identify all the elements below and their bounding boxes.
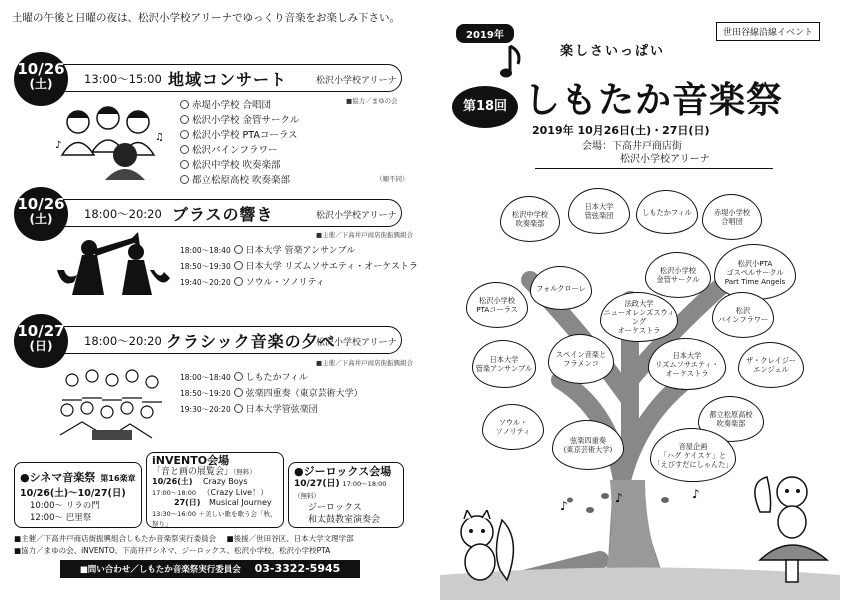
- leaf-9: 法政大学 ニューオレンズスウィング オーケストラ: [600, 292, 678, 342]
- credit-cooperation: ■協力／まゆの会、iNVENTO、下高井戸シネマ、ジーロックス、松沢小学校、松沢小学校PTA: [14, 546, 331, 555]
- performer-item: [180, 158, 299, 173]
- performer-name: 松沢小学校 金管サークル: [192, 115, 300, 126]
- schedule-time: 18:00〜18:40: [180, 246, 231, 255]
- leaf-14: ザ・クレイジー エンジェル: [738, 342, 804, 388]
- schedule-time: 18:50〜19:30: [180, 262, 231, 271]
- jirokkusu-line-1: ジーロックス: [308, 503, 362, 513]
- bullet-icon: [234, 404, 243, 413]
- event-1-dow: (土): [29, 77, 53, 92]
- year-badge: 2019年: [456, 24, 514, 43]
- performer-name: 松沢小学校 PTAコーラス: [192, 130, 298, 141]
- leaf-18: 音屋企画 「ハグ ケイスケ」と 「えびすだにしゃんた」: [650, 428, 736, 482]
- schedule-time: 19:40〜20:20: [180, 278, 231, 287]
- jirokkusu-free: （無料）: [294, 492, 320, 500]
- cinema-box: [14, 462, 142, 528]
- leaf-6: 松沢小PTA ゴスペルサークル Part Time Angels: [714, 244, 796, 300]
- schedule-name: 日本大学 管楽アンサンブル: [245, 246, 356, 256]
- event-1-time: 13:00〜15:00: [84, 72, 162, 86]
- contact-label: ■問い合わせ／しもたか音楽祭実行委員会: [79, 565, 241, 575]
- festival-dates: 2019年 10月26日(土)・27日(日): [532, 124, 710, 137]
- contact-bar: [60, 560, 360, 578]
- schedule-time: 18:50〜19:20: [180, 389, 231, 398]
- leaf-3: しもたかフィル: [636, 190, 698, 234]
- event-1-order-note: （順不同）: [376, 175, 409, 183]
- leaf-8: フォルクローレ: [530, 266, 592, 310]
- jirokkusu-date: 10/27(日): [294, 479, 340, 489]
- squirrel-left-icon: [452, 510, 522, 585]
- leaf-10: 松沢 バインフラワー: [712, 292, 774, 338]
- performer-item: [180, 98, 299, 113]
- schedule-time: 19:30〜20:20: [180, 405, 231, 414]
- event-2-date: 10/26: [17, 195, 65, 213]
- svg-text:♪: ♪: [692, 487, 700, 501]
- performer-name: 都立松原高校 吹奏楽部: [192, 175, 291, 186]
- jirokkusu-time: 17:00〜18:00: [342, 480, 387, 488]
- cinema-line-2: 12:00〜 巴里祭: [30, 513, 92, 523]
- event-2-note: ■主催／下高井戸商店街振興組合: [316, 231, 414, 239]
- invento-d1-date: 10/26(土): [152, 477, 193, 486]
- event-2-dow: (土): [29, 212, 53, 227]
- bullet-icon: [234, 261, 243, 270]
- invento-d2-sub: ＋美しい歌を歌う会「秋、祭り」: [152, 509, 277, 528]
- svg-text:♪: ♪: [55, 140, 62, 151]
- jirokkusu-box: [288, 462, 404, 528]
- schedule-row: [180, 402, 363, 418]
- divider: [535, 168, 773, 169]
- leaf-11: 日本大学 管楽アンサンブル: [472, 340, 536, 388]
- performer-item: [180, 173, 299, 188]
- performer-name: 松沢バインフラワー: [192, 145, 278, 156]
- contact-phone[interactable]: 03-3322-5945: [254, 562, 341, 575]
- invento-title: iNVENTO会場: [152, 454, 230, 467]
- leaf-16: ソウル・ ソノリティ: [482, 404, 544, 450]
- event-2-title: ブラスの響き: [172, 205, 274, 224]
- leaf-17: 弦楽四重奏 (東京芸術大学): [552, 420, 624, 470]
- performer-name: 赤堤小学校 合唱団: [192, 100, 272, 111]
- schedule-name: 弦楽四重奏（東京芸術大学）: [245, 389, 363, 399]
- invento-d2-time: 13:30〜16:00: [152, 509, 196, 518]
- invento-d1-time: 17:00〜18:00: [152, 488, 196, 497]
- orchestra-illustration: [52, 360, 172, 445]
- leaf-5: 松沢小学校 金管サークル: [645, 252, 711, 298]
- leaf-13: 日本大学 リズムソサエティ・ オーケストラ: [648, 338, 726, 390]
- event-1-date-badge: [14, 52, 68, 106]
- credits: [14, 533, 406, 557]
- leaf-15: 都立松原高校 吹奏楽部: [698, 396, 764, 442]
- catchphrase: 楽しさいっぱい: [560, 44, 666, 59]
- invento-d1-name: Crazy Boys: [203, 477, 248, 486]
- invento-subtitle: 「音と画の展覧会」: [152, 466, 234, 477]
- bullet-icon: [180, 100, 189, 109]
- edition-badge: 第18回: [452, 86, 518, 128]
- event-2-time: 18:00〜20:20: [84, 207, 162, 221]
- event-3-dow: (日): [29, 339, 53, 354]
- event-1-note: ■協力／まゆの会: [346, 97, 398, 105]
- event-1-title: 地域コンサート: [168, 70, 288, 89]
- event-1-performers: [180, 98, 299, 188]
- schedule-name: しもたかフィル: [245, 373, 308, 383]
- event-3-schedule: [180, 370, 363, 418]
- schedule-time: 18:00〜18:40: [180, 373, 231, 382]
- cinema-line-1: 10:00〜 リラの門: [30, 501, 100, 511]
- performer-item: [180, 143, 299, 158]
- festival-venue: [582, 140, 710, 166]
- schedule-name: 日本大学 リズムソサエティ・オーケストラ: [245, 262, 418, 272]
- jirokkusu-title: ●ジーロックス会場: [294, 465, 392, 478]
- event-3-title: クラシック音楽の夕べ: [166, 332, 336, 351]
- event-tag: 世田谷線沿線イベント: [716, 22, 820, 41]
- schedule-row: [180, 370, 363, 386]
- cinema-sub: 第16楽章: [100, 474, 136, 483]
- bullet-icon: [180, 160, 189, 169]
- event-2-schedule: [180, 243, 418, 291]
- brass-illustration: [52, 230, 172, 298]
- leaf-12: スペイン音楽と フラメンコ: [548, 334, 614, 384]
- event-2-venue: 松沢小学校アリーナ: [316, 211, 397, 221]
- bullet-icon: [180, 145, 189, 154]
- festival-title: しもたか音楽祭: [524, 80, 784, 121]
- svg-text:♫: ♫: [155, 132, 164, 143]
- performer-name: 松沢中学校 吹奏楽部: [192, 160, 281, 171]
- bullet-icon: [234, 245, 243, 254]
- svg-text:♪: ♪: [560, 499, 568, 513]
- invento-box: [146, 452, 284, 528]
- event-1-date: 10/26: [17, 60, 65, 78]
- bullet-icon: [180, 130, 189, 139]
- performer-item: [180, 128, 299, 143]
- event-3-venue: 松沢小学校アリーナ: [316, 338, 397, 348]
- performer-item: [180, 113, 299, 128]
- event-1-venue: 松沢小学校アリーナ: [316, 76, 397, 86]
- schedule-name: 日本大学管弦楽団: [245, 405, 318, 415]
- bullet-icon: [180, 175, 189, 184]
- leaf-4: 赤堤小学校 合唱団: [702, 194, 762, 240]
- venue-line-2: 松沢小学校アリーナ: [620, 154, 710, 165]
- schedule-row: [180, 386, 363, 402]
- event-3-date: 10/27: [17, 322, 65, 340]
- cinema-title: ●シネマ音楽祭: [20, 471, 96, 484]
- schedule-row: [180, 259, 418, 275]
- jirokkusu-line-2: 和太鼓教室演奏会: [308, 515, 381, 525]
- event-3-time: 18:00〜20:20: [84, 334, 162, 348]
- invento-d2-date: 27(日): [174, 498, 201, 507]
- cinema-dates: 10/26(土)〜10/27(日): [20, 488, 126, 499]
- leaf-7: 松沢小学校 PTAコーラス: [466, 282, 528, 328]
- bullet-icon: [180, 115, 189, 124]
- squirrel-right-icon: [752, 472, 834, 587]
- schedule-name: ソウル・ソノリティ: [245, 278, 325, 288]
- event-3-note: ■主催／下高井戸商店街振興組合: [316, 359, 414, 367]
- venue-line-1: 会場：下高井戸商店街: [582, 141, 682, 152]
- invento-d2-name: Musical Journey: [209, 498, 272, 507]
- invento-free: （無料）: [233, 467, 256, 476]
- credit-organizer: ■主催／下高井戸商店街振興組合しもたか音楽祭実行委員会: [14, 534, 217, 543]
- invento-d1-sub: （Crazy Live！）: [202, 487, 269, 497]
- schedule-row: [180, 275, 418, 291]
- schedule-row: [180, 243, 418, 259]
- chorus-illustration: [50, 100, 170, 185]
- svg-text:♪: ♪: [615, 491, 623, 505]
- intro-text: 土曜の午後と日曜の夜は、松沢小学校アリーナでゆっくり音楽をお楽しみ下さい。: [12, 12, 400, 24]
- bullet-icon: [234, 277, 243, 286]
- bullet-icon: [234, 388, 243, 397]
- leaf-1: 松沢中学校 吹奏楽部: [500, 196, 560, 242]
- credit-support: ■後援／世田谷区、日本大学文理学部: [226, 534, 354, 543]
- bullet-icon: [234, 372, 243, 381]
- leaf-2: 日本大学 管弦楽団: [568, 188, 630, 234]
